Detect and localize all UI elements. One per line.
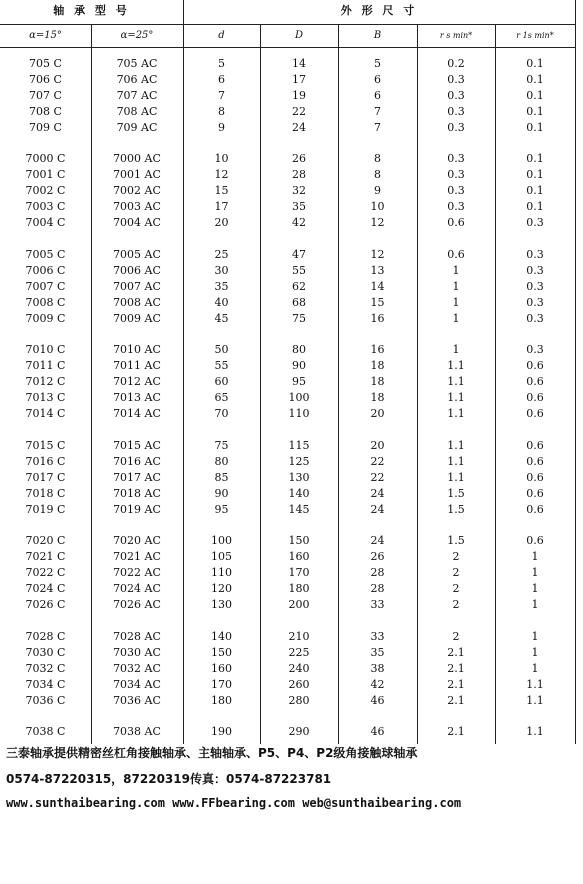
cell-model-15: 7038 C — [25, 725, 66, 738]
cell-r1s-min: 0.3 — [526, 216, 544, 229]
cell-model-25: 7020 AC — [113, 534, 161, 547]
cell-d: 190 — [211, 725, 232, 738]
cell-rs-min: 2 — [452, 566, 460, 579]
cell-r1s-min: 1 — [531, 630, 539, 643]
cell-r1s-min: 0.6 — [526, 503, 544, 516]
cell-rs-min: 0.3 — [447, 89, 465, 102]
cell-model-15: 706 C — [29, 73, 62, 86]
cell-model-25: 7028 AC — [113, 630, 161, 643]
cell-model-25: 709 AC — [116, 121, 158, 134]
cell-d: 15 — [214, 184, 229, 197]
footer-company-line: 三泰轴承提供精密丝杠角接触轴承、主轴轴承、P5、P4、P2级角接触球轴承 — [6, 746, 418, 760]
cell-model-15: 709 C — [29, 121, 62, 134]
cell-r1s-min: 0.1 — [526, 73, 544, 86]
cell-model-25: 7007 AC — [113, 280, 161, 293]
cell-rs-min: 1.1 — [447, 391, 465, 404]
cell-rs-min: 0.3 — [447, 73, 465, 86]
cell-d: 45 — [214, 312, 229, 325]
cell-B: 42 — [370, 678, 385, 691]
cell-D: 115 — [288, 439, 310, 452]
cell-d: 170 — [211, 678, 232, 691]
cell-model-25: 7030 AC — [113, 646, 161, 659]
cell-B: 24 — [370, 503, 385, 516]
cell-model-15: 7000 C — [25, 152, 66, 165]
cell-d: 120 — [211, 582, 232, 595]
cell-r1s-min: 0.3 — [526, 296, 544, 309]
cell-rs-min: 0.6 — [447, 248, 465, 261]
cell-model-25: 7024 AC — [113, 582, 161, 595]
cell-d: 8 — [218, 105, 225, 118]
cell-D: 260 — [288, 678, 310, 691]
cell-rs-min: 1.1 — [447, 375, 465, 388]
cell-r1s-min: 0.6 — [526, 407, 544, 420]
cell-model-25: 7015 AC — [113, 439, 161, 452]
cell-model-25: 7014 AC — [113, 407, 161, 420]
cell-D: 125 — [288, 455, 310, 468]
cell-r1s-min: 0.6 — [526, 534, 544, 547]
cell-rs-min: 1.5 — [447, 487, 465, 500]
cell-D: 55 — [292, 264, 306, 277]
cell-model-15: 7019 C — [25, 503, 66, 516]
cell-B: 10 — [370, 200, 385, 213]
cell-B: 13 — [370, 264, 385, 277]
cell-rs-min: 1 — [452, 312, 460, 325]
cell-r1s-min: 1 — [531, 646, 539, 659]
cell-rs-min: 1.1 — [447, 471, 465, 484]
cell-r1s-min: 1.1 — [526, 678, 544, 691]
cell-D: 32 — [292, 184, 306, 197]
cell-model-15: 7032 C — [25, 662, 66, 675]
cell-rs-min: 0.3 — [447, 121, 465, 134]
cell-model-25: 7016 AC — [113, 455, 161, 468]
cell-B: 7 — [374, 105, 381, 118]
cell-D: 140 — [288, 487, 310, 500]
cell-model-15: 7030 C — [25, 646, 66, 659]
column-divider — [575, 0, 576, 744]
cell-model-25: 7005 AC — [113, 248, 161, 261]
cell-model-25: 7001 AC — [113, 168, 161, 181]
cell-D: 110 — [288, 407, 310, 420]
header-col-r1s-min: r 1s min* — [516, 31, 554, 40]
cell-model-15: 7010 C — [25, 343, 66, 356]
cell-model-25: 7018 AC — [113, 487, 161, 500]
cell-D: 240 — [288, 662, 310, 675]
footer-web-line: www.sunthaibearing.com www.FFbearing.com web@sunthaibearing.com — [6, 796, 462, 810]
cell-model-25: 708 AC — [116, 105, 158, 118]
cell-model-25: 7011 AC — [113, 359, 161, 372]
cell-model-15: 7009 C — [25, 312, 66, 325]
cell-rs-min: 0.3 — [447, 168, 465, 181]
cell-r1s-min: 0.3 — [526, 343, 544, 356]
cell-D: 90 — [292, 359, 306, 372]
cell-B: 28 — [370, 566, 385, 579]
cell-r1s-min: 0.1 — [526, 89, 544, 102]
cell-d: 60 — [214, 375, 229, 388]
cell-model-25: 706 AC — [116, 73, 158, 86]
cell-model-15: 7008 C — [25, 296, 66, 309]
footer-phone-line: 0574-87220315，87220319传真：0574-87223781 — [6, 772, 332, 786]
cell-model-25: 7032 AC — [113, 662, 161, 675]
cell-D: 180 — [288, 582, 310, 595]
cell-model-15: 7016 C — [25, 455, 66, 468]
header-col-alpha25: α=25° — [120, 30, 154, 41]
header-dimensions: 外 形 尺 寸 — [340, 4, 418, 17]
cell-model-15: 7036 C — [25, 694, 66, 707]
cell-B: 6 — [374, 89, 381, 102]
cell-model-25: 707 AC — [116, 89, 158, 102]
header-bearing-model: 轴 承 型 号 — [53, 4, 130, 17]
cell-rs-min: 1 — [452, 343, 460, 356]
cell-model-25: 7017 AC — [113, 471, 161, 484]
cell-model-25: 7000 AC — [113, 152, 161, 165]
cell-B: 6 — [374, 73, 381, 86]
cell-B: 38 — [370, 662, 385, 675]
cell-B: 12 — [370, 216, 385, 229]
cell-model-15: 7028 C — [25, 630, 66, 643]
cell-rs-min: 1 — [452, 264, 460, 277]
cell-d: 40 — [214, 296, 229, 309]
cell-r1s-min: 0.3 — [526, 264, 544, 277]
cell-rs-min: 0.3 — [447, 200, 465, 213]
cell-d: 9 — [218, 121, 225, 134]
cell-rs-min: 1.1 — [447, 359, 465, 372]
cell-d: 105 — [211, 550, 232, 563]
cell-D: 150 — [288, 534, 310, 547]
cell-D: 145 — [288, 503, 310, 516]
cell-model-15: 7018 C — [25, 487, 66, 500]
cell-r1s-min: 0.6 — [526, 359, 544, 372]
cell-r1s-min: 0.3 — [526, 312, 544, 325]
cell-B: 35 — [370, 646, 385, 659]
cell-model-15: 7021 C — [25, 550, 66, 563]
header-divider — [0, 24, 575, 25]
cell-B: 18 — [370, 359, 385, 372]
cell-B: 16 — [370, 343, 385, 356]
cell-D: 14 — [292, 57, 306, 70]
cell-B: 18 — [370, 391, 385, 404]
cell-d: 180 — [211, 694, 232, 707]
header-divider — [0, 47, 575, 48]
cell-d: 65 — [214, 391, 229, 404]
cell-rs-min: 2.1 — [447, 694, 465, 707]
cell-D: 170 — [288, 566, 310, 579]
cell-model-25: 7013 AC — [113, 391, 161, 404]
cell-B: 14 — [370, 280, 385, 293]
cell-rs-min: 1.5 — [447, 534, 465, 547]
cell-model-25: 7004 AC — [113, 216, 161, 229]
cell-D: 75 — [292, 312, 306, 325]
cell-model-15: 7014 C — [25, 407, 66, 420]
cell-r1s-min: 0.1 — [526, 152, 544, 165]
header-col-rs-min: r s min* — [439, 31, 473, 40]
cell-rs-min: 2 — [452, 630, 460, 643]
cell-r1s-min: 0.3 — [526, 248, 544, 261]
cell-model-15: 7007 C — [25, 280, 66, 293]
cell-D: 24 — [292, 121, 306, 134]
cell-d: 6 — [218, 73, 225, 86]
cell-r1s-min: 0.1 — [526, 168, 544, 181]
cell-model-25: 7003 AC — [113, 200, 161, 213]
cell-model-25: 705 AC — [116, 57, 158, 70]
cell-model-15: 7013 C — [25, 391, 66, 404]
cell-D: 47 — [292, 248, 306, 261]
cell-rs-min: 2.1 — [447, 662, 465, 675]
cell-B: 46 — [370, 725, 385, 738]
cell-B: 26 — [370, 550, 385, 563]
header-col-B: B — [373, 30, 382, 41]
cell-D: 200 — [288, 598, 310, 611]
cell-rs-min: 2 — [452, 550, 460, 563]
cell-B: 8 — [374, 168, 381, 181]
cell-model-25: 7009 AC — [113, 312, 161, 325]
cell-r1s-min: 1 — [531, 550, 539, 563]
cell-model-25: 7012 AC — [113, 375, 161, 388]
cell-r1s-min: 0.1 — [526, 200, 544, 213]
cell-d: 80 — [214, 455, 229, 468]
cell-D: 19 — [292, 89, 306, 102]
cell-model-15: 7011 C — [25, 359, 66, 372]
cell-r1s-min: 0.6 — [526, 487, 544, 500]
cell-d: 75 — [214, 439, 229, 452]
cell-D: 68 — [292, 296, 306, 309]
cell-D: 22 — [292, 105, 306, 118]
cell-D: 26 — [292, 152, 306, 165]
cell-r1s-min: 0.1 — [526, 57, 544, 70]
cell-model-15: 7005 C — [25, 248, 66, 261]
cell-r1s-min: 1 — [531, 598, 539, 611]
cell-d: 110 — [211, 566, 232, 579]
cell-rs-min: 0.6 — [447, 216, 465, 229]
cell-d: 35 — [214, 280, 229, 293]
cell-d: 140 — [211, 630, 232, 643]
cell-rs-min: 1.1 — [447, 407, 465, 420]
cell-model-25: 7006 AC — [113, 264, 161, 277]
cell-D: 100 — [288, 391, 310, 404]
cell-r1s-min: 0.3 — [526, 280, 544, 293]
cell-D: 17 — [292, 73, 306, 86]
cell-d: 12 — [214, 168, 229, 181]
cell-rs-min: 0.3 — [447, 152, 465, 165]
cell-D: 80 — [292, 343, 306, 356]
cell-d: 95 — [214, 503, 229, 516]
cell-d: 25 — [214, 248, 229, 261]
cell-model-25: 7008 AC — [113, 296, 161, 309]
cell-B: 15 — [370, 296, 385, 309]
cell-B: 18 — [370, 375, 385, 388]
cell-d: 17 — [214, 200, 229, 213]
cell-r1s-min: 0.1 — [526, 184, 544, 197]
cell-model-25: 7022 AC — [113, 566, 161, 579]
cell-r1s-min: 0.6 — [526, 391, 544, 404]
cell-d: 30 — [214, 264, 229, 277]
cell-model-15: 7026 C — [25, 598, 66, 611]
cell-model-25: 7026 AC — [113, 598, 161, 611]
cell-model-15: 7012 C — [25, 375, 66, 388]
cell-B: 24 — [370, 487, 385, 500]
cell-D: 42 — [292, 216, 306, 229]
cell-d: 150 — [211, 646, 232, 659]
cell-B: 8 — [374, 152, 381, 165]
cell-B: 20 — [370, 439, 385, 452]
cell-rs-min: 1.1 — [447, 439, 465, 452]
cell-rs-min: 1.1 — [447, 455, 465, 468]
cell-d: 10 — [214, 152, 229, 165]
cell-rs-min: 2.1 — [447, 646, 465, 659]
cell-model-15: 7001 C — [25, 168, 66, 181]
cell-r1s-min: 0.6 — [526, 471, 544, 484]
cell-d: 90 — [214, 487, 229, 500]
cell-B: 33 — [370, 598, 385, 611]
cell-B: 24 — [370, 534, 385, 547]
cell-d: 5 — [218, 57, 225, 70]
cell-model-15: 7006 C — [25, 264, 66, 277]
cell-rs-min: 2.1 — [447, 725, 465, 738]
cell-r1s-min: 0.6 — [526, 375, 544, 388]
cell-D: 95 — [292, 375, 306, 388]
cell-r1s-min: 0.6 — [526, 455, 544, 468]
cell-D: 225 — [288, 646, 310, 659]
cell-d: 70 — [214, 407, 229, 420]
cell-D: 35 — [292, 200, 306, 213]
cell-B: 7 — [374, 121, 381, 134]
header-col-D: D — [294, 30, 304, 41]
cell-r1s-min: 0.1 — [526, 121, 544, 134]
cell-B: 20 — [370, 407, 385, 420]
cell-rs-min: 1 — [452, 296, 460, 309]
cell-d: 85 — [214, 471, 229, 484]
cell-d: 55 — [214, 359, 229, 372]
cell-rs-min: 2.1 — [447, 678, 465, 691]
header-col-alpha15: α=15° — [29, 30, 62, 41]
cell-model-25: 7010 AC — [113, 343, 161, 356]
cell-r1s-min: 0.6 — [526, 439, 544, 452]
cell-B: 16 — [370, 312, 385, 325]
cell-B: 12 — [370, 248, 385, 261]
cell-model-15: 7022 C — [25, 566, 66, 579]
cell-rs-min: 1.5 — [447, 503, 465, 516]
cell-model-15: 7034 C — [25, 678, 66, 691]
cell-r1s-min: 1 — [531, 566, 539, 579]
cell-model-15: 7004 C — [25, 216, 66, 229]
cell-B: 9 — [374, 184, 381, 197]
cell-model-15: 7017 C — [25, 471, 66, 484]
cell-r1s-min: 0.1 — [526, 105, 544, 118]
cell-model-15: 707 C — [29, 89, 62, 102]
cell-D: 62 — [292, 280, 306, 293]
cell-rs-min: 0.3 — [447, 105, 465, 118]
cell-d: 100 — [211, 534, 232, 547]
cell-model-25: 7019 AC — [113, 503, 161, 516]
cell-D: 160 — [288, 550, 310, 563]
cell-rs-min: 0.2 — [447, 57, 465, 70]
cell-d: 7 — [218, 89, 225, 102]
cell-model-25: 7002 AC — [113, 184, 161, 197]
cell-model-15: 705 C — [29, 57, 62, 70]
cell-r1s-min: 1.1 — [526, 694, 544, 707]
cell-model-25: 7036 AC — [113, 694, 161, 707]
cell-model-15: 7020 C — [25, 534, 66, 547]
cell-model-15: 7024 C — [25, 582, 66, 595]
cell-B: 33 — [370, 630, 385, 643]
cell-rs-min: 1 — [452, 280, 460, 293]
header-col-d: d — [218, 30, 225, 41]
cell-r1s-min: 1.1 — [526, 725, 544, 738]
cell-D: 130 — [288, 471, 310, 484]
cell-model-15: 7002 C — [25, 184, 66, 197]
cell-model-25: 7021 AC — [113, 550, 161, 563]
cell-d: 160 — [211, 662, 232, 675]
cell-D: 28 — [292, 168, 306, 181]
cell-d: 130 — [211, 598, 232, 611]
cell-model-25: 7034 AC — [113, 678, 161, 691]
cell-rs-min: 2 — [452, 582, 460, 595]
cell-rs-min: 0.3 — [447, 184, 465, 197]
cell-D: 210 — [288, 630, 310, 643]
cell-D: 290 — [288, 725, 310, 738]
cell-B: 5 — [374, 57, 381, 70]
cell-model-15: 7015 C — [25, 439, 66, 452]
cell-B: 28 — [370, 582, 385, 595]
cell-B: 22 — [370, 455, 385, 468]
cell-B: 22 — [370, 471, 385, 484]
cell-r1s-min: 1 — [531, 662, 539, 675]
cell-d: 50 — [214, 343, 229, 356]
cell-D: 280 — [288, 694, 310, 707]
cell-model-15: 708 C — [29, 105, 62, 118]
cell-model-15: 7003 C — [25, 200, 66, 213]
cell-model-25: 7038 AC — [113, 725, 161, 738]
cell-rs-min: 2 — [452, 598, 460, 611]
cell-B: 46 — [370, 694, 385, 707]
cell-d: 20 — [214, 216, 229, 229]
cell-r1s-min: 1 — [531, 582, 539, 595]
